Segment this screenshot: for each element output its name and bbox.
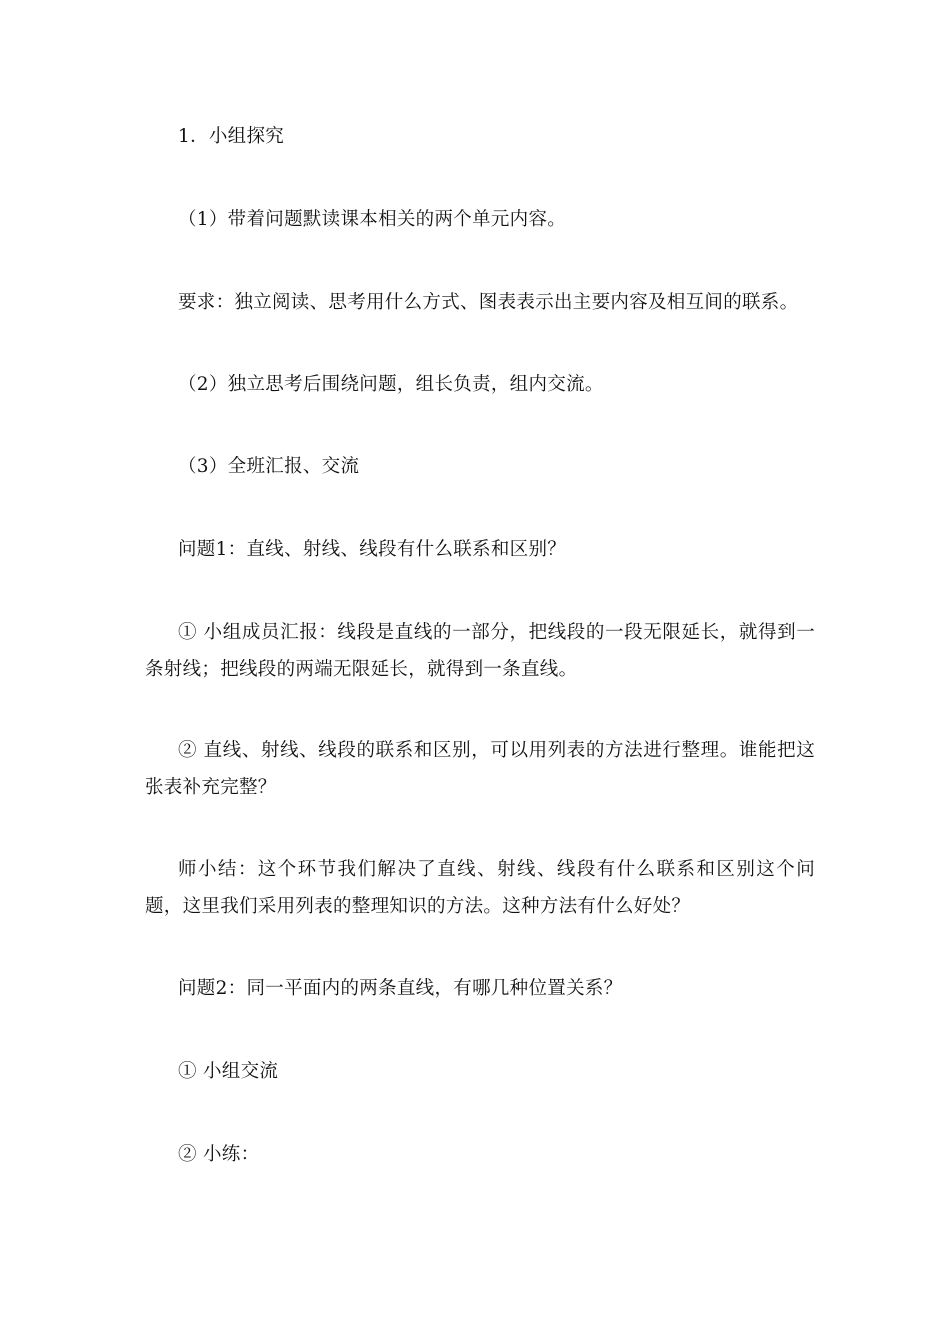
question-2-item-1: ① 小组交流	[178, 1061, 279, 1082]
requirement-text: 要求：独立阅读、思考用什么方式、图表表示出主要内容及相互间的联系。	[178, 292, 799, 313]
question-1-answer-2: ② 直线、射线、线段的联系和区别，可以用列表的方法进行整理。谁能把这张表补充完整？	[145, 740, 815, 798]
section-heading-group-inquiry: 1．小组探究	[178, 126, 285, 147]
step-1-silent-reading: （1）带着问题默读课本相关的两个单元内容。	[178, 209, 567, 230]
question-2: 问题2：同一平面内的两条直线，有哪几种位置关系？	[178, 978, 623, 999]
step-2-group-discussion: （2）独立思考后围绕问题，组长负责，组内交流。	[178, 374, 604, 395]
teacher-summary: 师小结：这个环节我们解决了直线、射线、线段有什么联系和区别这个问题，这里我们采用列表的整理知识的方法。这种方法有什么好处？	[145, 859, 815, 917]
question-2-item-2: ② 小练：	[178, 1144, 260, 1165]
question-1-answer-1: ① 小组成员汇报：线段是直线的一部分，把线段的一段无限延长，就得到一条射线；把线段的两端无限延长，就得到一条直线。	[145, 622, 815, 680]
step-3-class-report: （3）全班汇报、交流	[178, 456, 360, 477]
question-1: 问题1：直线、射线、线段有什么联系和区别？	[178, 539, 567, 560]
